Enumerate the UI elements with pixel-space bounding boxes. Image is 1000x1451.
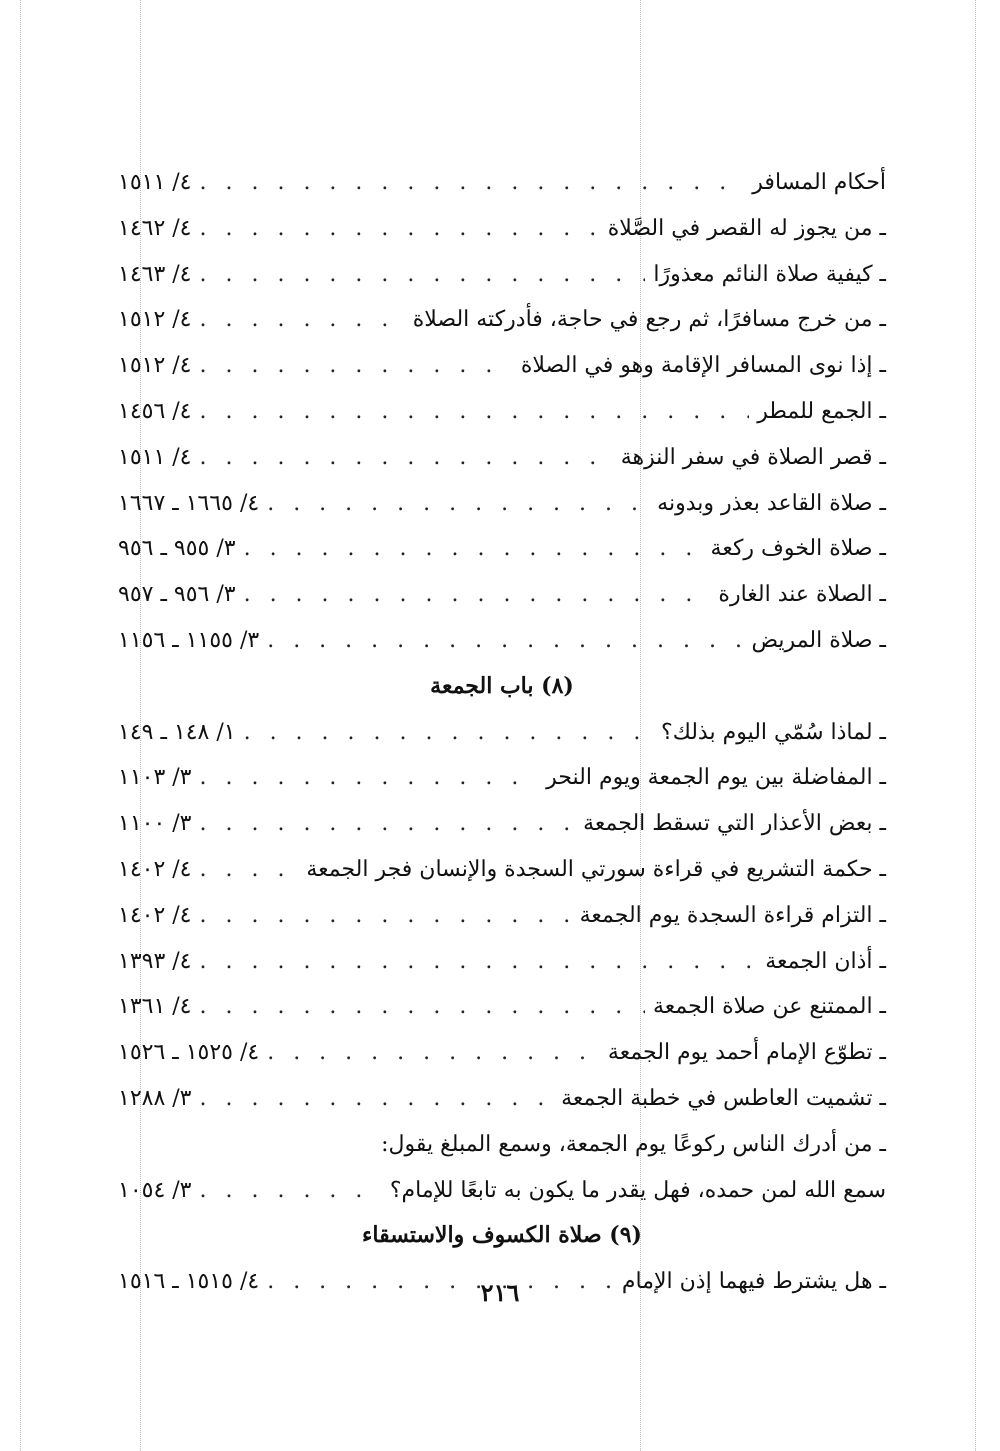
leader-dots bbox=[200, 435, 613, 481]
index-entry bbox=[118, 710, 886, 756]
leader-dots bbox=[200, 343, 513, 389]
entry-page-ref: ٣/ ١١٥٥ ـ ١١٥٦ bbox=[118, 627, 260, 653]
index-entry bbox=[118, 481, 886, 527]
entry-title: ـ التزام قراءة السجدة يوم الجمعة bbox=[579, 902, 886, 928]
entry-title: ـ كيفية صلاة النائم معذورًا bbox=[653, 261, 886, 287]
leader-dots bbox=[200, 893, 572, 939]
entry-title: ـ لماذا سُمّي اليوم بذلك؟ bbox=[661, 719, 886, 745]
entry-page-ref: ٤/ ١٤٦٣ bbox=[118, 261, 192, 287]
leader-dots bbox=[200, 252, 646, 298]
index-entry bbox=[118, 297, 886, 343]
index-entry bbox=[118, 389, 886, 435]
index-entry bbox=[118, 572, 886, 618]
index-entry bbox=[118, 160, 886, 206]
leader-dots bbox=[244, 526, 703, 572]
entry-first-line: ـ من أدرك الناس ركوعًا يوم الجمعة، وسمع المبلغ يقول: bbox=[381, 1131, 886, 1157]
leader-dots bbox=[244, 572, 711, 618]
index-entry bbox=[118, 893, 886, 939]
index-list bbox=[118, 160, 886, 1305]
leader-dots bbox=[200, 206, 600, 252]
entry-page-ref: ٤/ ١٥٢٥ ـ ١٥٢٦ bbox=[118, 1040, 260, 1066]
entry-page-ref: ٤/ ١٥١٥ ـ ١٥١٦ bbox=[118, 1269, 260, 1295]
entry-title: ـ قصر الصلاة في سفر النزهة bbox=[620, 444, 886, 470]
entry-page-ref: ٣/ ٩٥٥ ـ ٩٥٦ bbox=[118, 536, 236, 562]
entry-title: سمع الله لمن حمده، فهل يقدر ما يكون به تابعًا للإمام؟ bbox=[389, 1177, 886, 1203]
index-entry bbox=[118, 1030, 886, 1076]
entry-title: ـ الممتنع عن صلاة الجمعة bbox=[652, 994, 886, 1020]
scan-guide-line bbox=[20, 0, 21, 1451]
entry-title: ـ صلاة الخوف ركعة bbox=[710, 536, 886, 562]
entry-page-ref: ٣/ ١٢٨٨ bbox=[118, 1085, 192, 1111]
entry-title: ـ من يجوز له القصر في الصَّلاة bbox=[607, 215, 886, 241]
entry-page-ref: ٤/ ١٣٩٣ bbox=[118, 948, 192, 974]
leader-dots bbox=[200, 847, 299, 893]
entry-page-ref: ٤/ ١٥١١ bbox=[118, 444, 192, 470]
page-number: ٢١٦ bbox=[480, 1278, 520, 1307]
entry-page-ref: ٤/ ١٤٠٢ bbox=[118, 856, 192, 882]
leader-dots bbox=[200, 755, 539, 801]
leader-dots bbox=[200, 984, 645, 1030]
index-entry bbox=[118, 847, 886, 893]
entry-title: ـ أذان الجمعة bbox=[765, 948, 886, 974]
index-entry bbox=[118, 801, 886, 847]
leader-dots bbox=[200, 389, 750, 435]
entry-page-ref: ٤/ ١٥١٢ bbox=[118, 307, 192, 333]
entry-page-ref: ١/ ١٤٨ ـ ١٤٩ bbox=[118, 719, 236, 745]
entry-page-ref: ٣/ ١٠٥٤ bbox=[118, 1177, 192, 1203]
leader-dots bbox=[200, 1076, 554, 1122]
section-heading: (٨) باب الجمعة bbox=[430, 672, 574, 699]
entry-title: ـ الصلاة عند الغارة bbox=[718, 582, 886, 608]
entry-page-ref: ٤/ ١٤٦٢ bbox=[118, 215, 192, 241]
entry-title: ـ إذا نوى المسافر الإقامة وهو في الصلاة bbox=[520, 353, 886, 379]
index-entry bbox=[118, 435, 886, 481]
entry-title: ـ الجمع للمطر bbox=[757, 398, 886, 424]
entry-page-ref: ٤/ ١٥١١ bbox=[118, 170, 192, 195]
entry-title: أحكام المسافر bbox=[752, 170, 886, 195]
index-entry bbox=[118, 526, 886, 572]
entry-title: ـ المفاضلة بين يوم الجمعة ويوم النحر bbox=[546, 765, 886, 791]
section-heading: (٩) صلاة الكسوف والاستسقاء bbox=[362, 1222, 642, 1249]
entry-page-ref: ٣/ ٩٥٦ ـ ٩٥٧ bbox=[118, 582, 236, 608]
entry-page-ref: ٣/ ١١٠٣ bbox=[118, 765, 192, 791]
index-entry bbox=[118, 252, 886, 298]
index-entry bbox=[118, 939, 886, 985]
entry-title: ـ من خرج مسافرًا، ثم رجع في حاجة، فأدركته الصلاة bbox=[412, 307, 886, 333]
entry-title: ـ حكمة التشريع في قراءة سورتي السجدة والإنسان فجر الجمعة bbox=[306, 856, 886, 882]
entry-page-ref: ٤/ ١٤٠٢ bbox=[118, 902, 192, 928]
entry-title: ـ بعض الأعذار التي تسقط الجمعة bbox=[583, 811, 886, 837]
index-entry bbox=[118, 984, 886, 1030]
index-entry bbox=[118, 618, 886, 664]
index-entry bbox=[118, 343, 886, 389]
entry-title: ـ تشميت العاطس في خطبة الجمعة bbox=[561, 1085, 886, 1111]
entry-title: ـ هل يشترط فيهما إذن الإمام bbox=[621, 1269, 886, 1295]
entry-title: ـ صلاة القاعد بعذر وبدونه bbox=[657, 490, 886, 516]
leader-dots bbox=[200, 939, 758, 985]
entry-title: ـ صلاة المريض bbox=[751, 627, 886, 653]
entry-page-ref: ٣/ ١١٠٠ bbox=[118, 811, 192, 837]
entry-title: ـ تطوّع الإمام أحمد يوم الجمعة bbox=[607, 1040, 886, 1066]
index-entry bbox=[118, 1076, 886, 1122]
leader-dots bbox=[200, 160, 745, 206]
leader-dots bbox=[200, 801, 576, 847]
index-entry bbox=[118, 1168, 886, 1214]
leader-dots bbox=[267, 481, 649, 527]
leader-dots bbox=[200, 1168, 382, 1214]
entry-page-ref: ٤/ ١٣٦١ bbox=[118, 994, 192, 1020]
entry-page-ref: ٤/ ١٥١٢ bbox=[118, 353, 192, 379]
entry-page-ref: ٤/ ١٤٥٦ bbox=[118, 398, 192, 424]
leader-dots bbox=[200, 297, 405, 343]
entry-page-ref: ٤/ ١٦٦٥ ـ ١٦٦٧ bbox=[118, 490, 260, 516]
leader-dots bbox=[267, 618, 743, 664]
leader-dots bbox=[267, 1030, 600, 1076]
index-entry bbox=[118, 755, 886, 801]
scan-guide-line bbox=[975, 0, 976, 1451]
index-entry bbox=[118, 206, 886, 252]
leader-dots bbox=[244, 710, 653, 756]
